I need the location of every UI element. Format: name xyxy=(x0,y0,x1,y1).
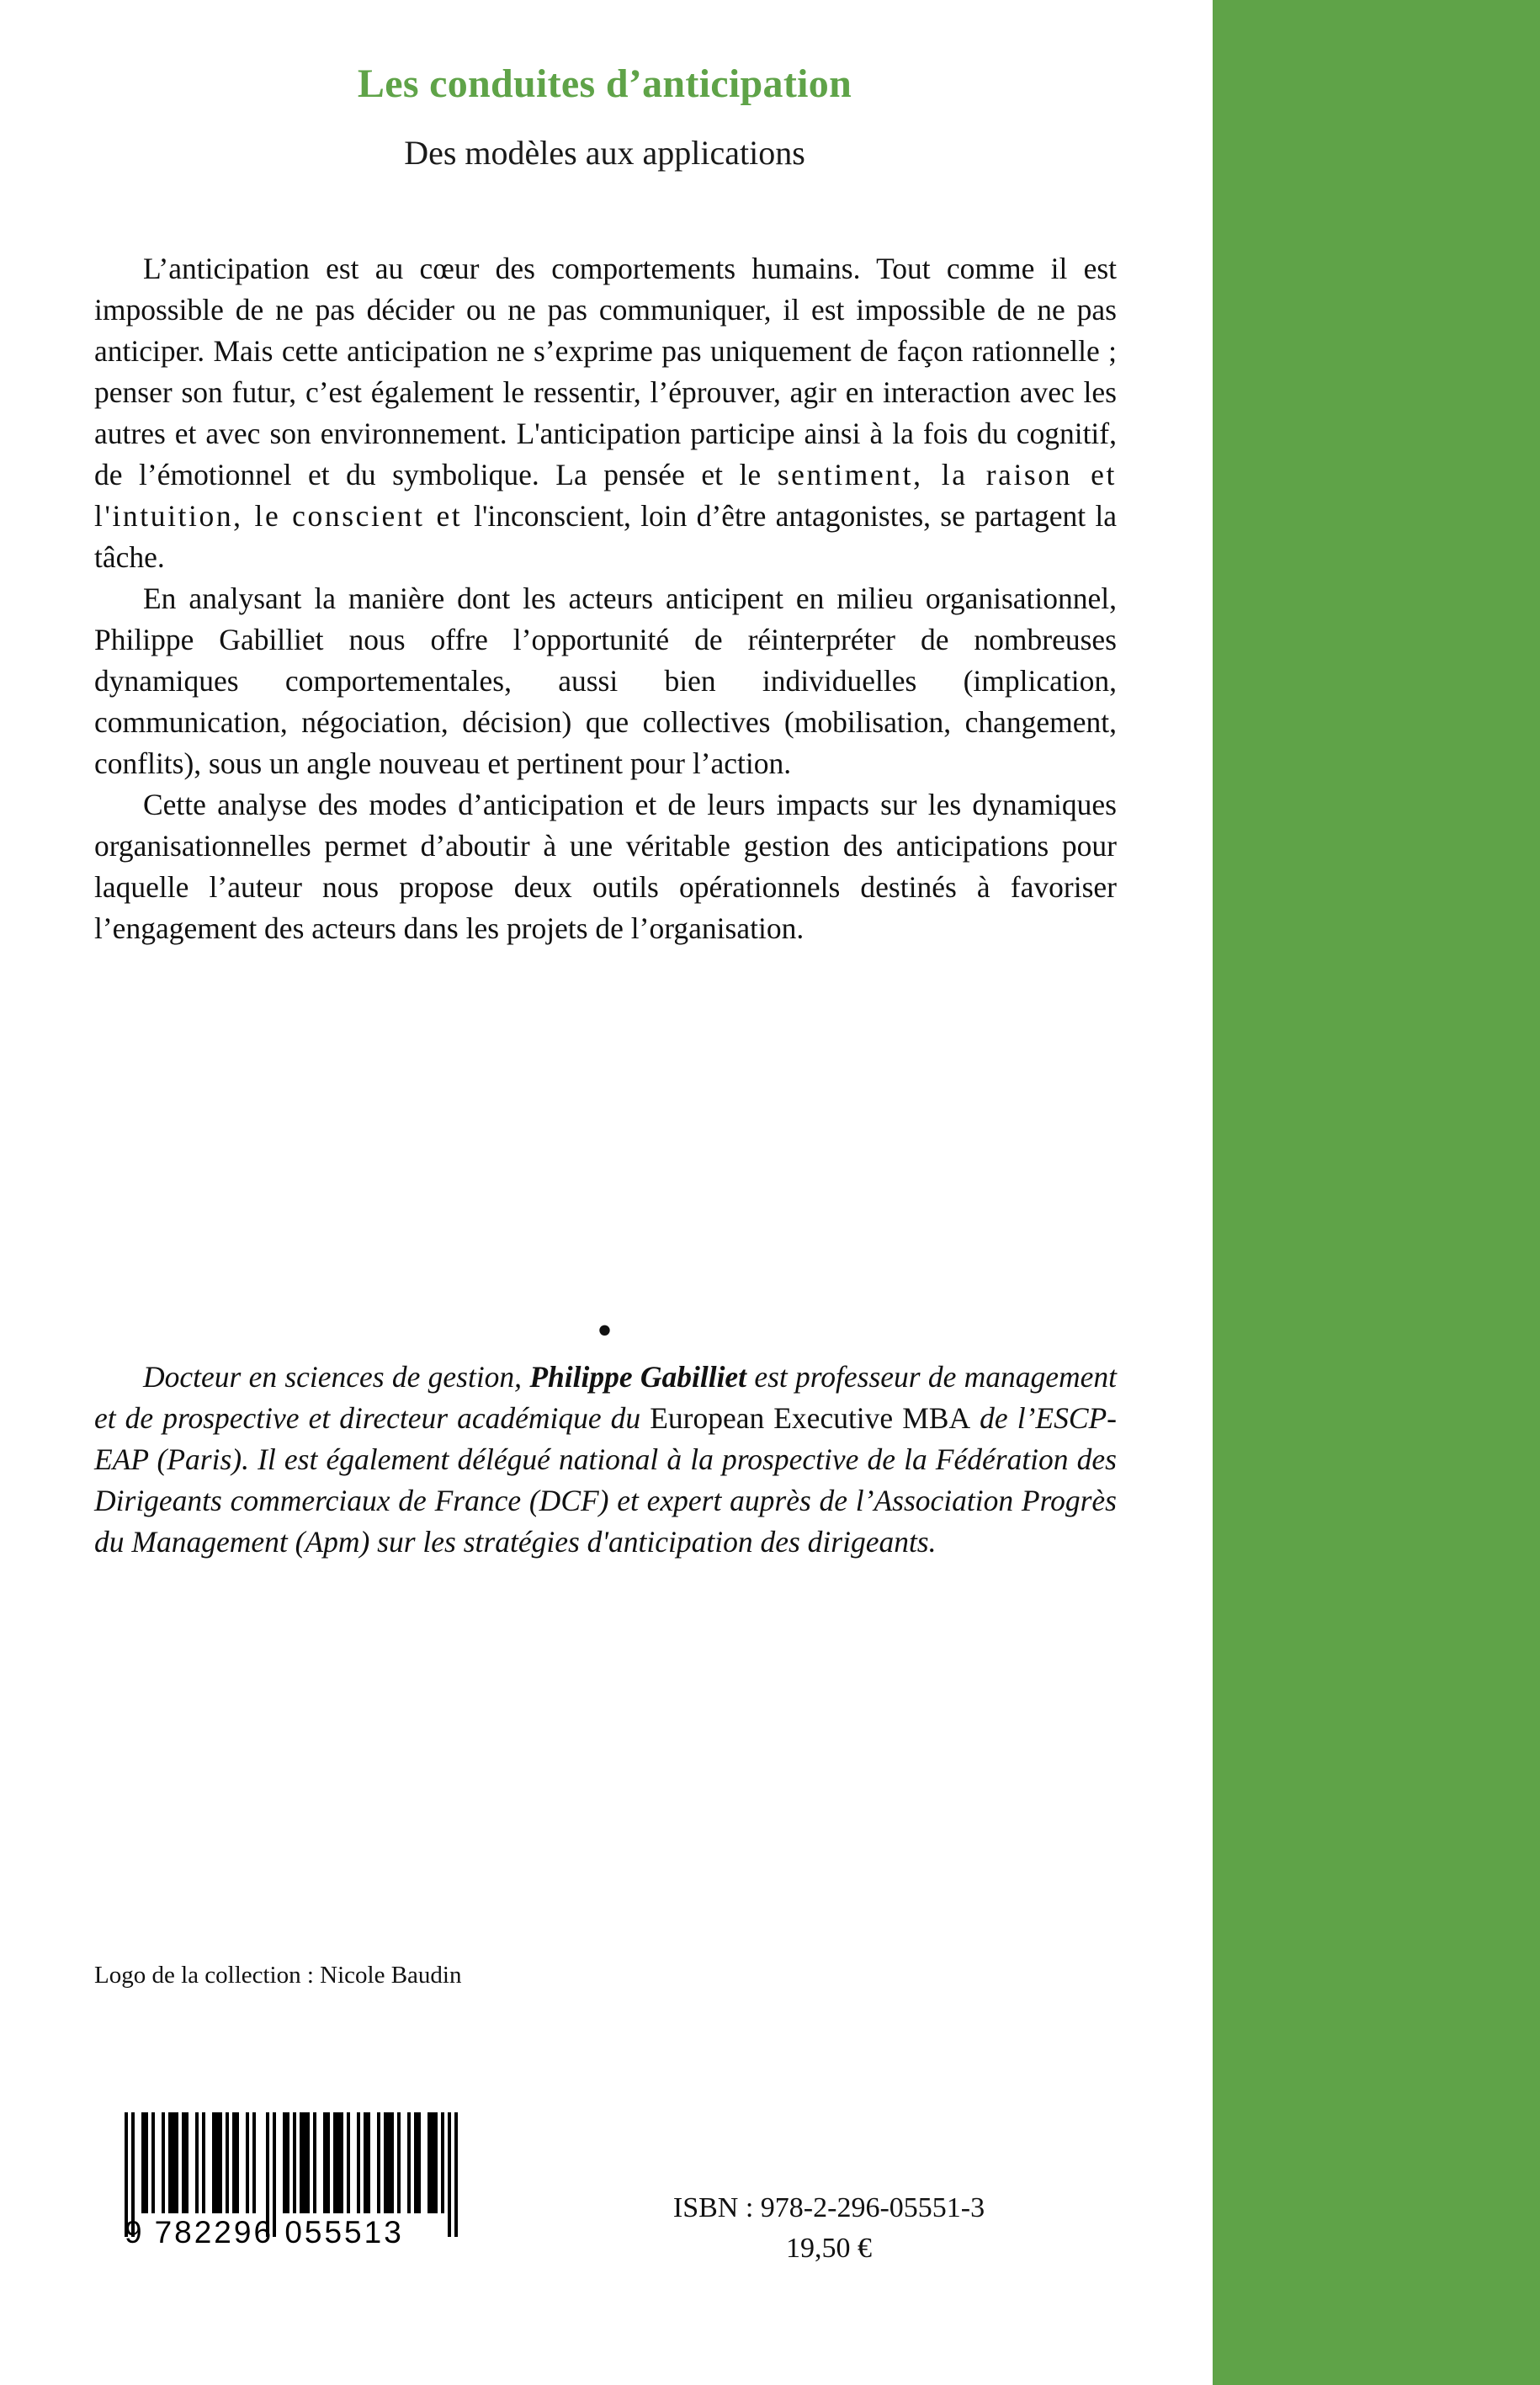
author-name: Philippe Gabilliet xyxy=(529,1360,747,1394)
blurb-p1-part-b: l'inconscient, loin d’être antagonistes, se partagent la tâche. xyxy=(94,499,1117,574)
author-bio-paragraph xyxy=(94,1357,1117,1563)
blurb-paragraph-1 xyxy=(94,248,1117,578)
logo-credit: Logo de la collection : Nicole Baudin xyxy=(94,1962,462,1989)
page-subtitle: Des modèles aux applications xyxy=(404,134,805,172)
blurb-text xyxy=(94,248,1117,949)
isbn-text: ISBN : 978-2-296-05551-3 xyxy=(672,2192,985,2223)
barcode-main-digits: 782296 055513 xyxy=(154,2215,404,2250)
barcode-lead-digit: 9 xyxy=(125,2215,145,2250)
blurb-p1-spaced-line: sentiment, la raison et l'intuition, le conscient et xyxy=(94,458,1118,533)
price-text: 19,50 € xyxy=(786,2233,872,2264)
bio-part-2: est professeur de management et de prospective et directeur académique du xyxy=(94,1360,1117,1435)
band-edge-line xyxy=(1209,0,1213,2385)
bio-program-name: European Executive MBA xyxy=(650,1401,971,1435)
blurb-paragraph-3: Cette analyse des modes d’anticipation et de leurs impacts sur les dynamiques organisationnelles permet d’aboutir à une véritable gestion des anticipations pour laquelle l’auteur nous propose deux outils opérationnels destinés à favoriser l’engagement des acteurs dans les projets de l’organisation. xyxy=(94,788,1117,945)
author-bio xyxy=(94,1357,1117,1563)
separator-bullet: • xyxy=(597,1307,613,1355)
barcode xyxy=(125,2112,503,2281)
collection-band xyxy=(1209,0,1540,2385)
blurb-paragraph-2: En analysant la manière dont les acteurs anticipent en milieu organisationnel, Philippe Gabilliet nous offre l’opportunité de réinterpréter de nombreuses dynamiques comportementales, aussi bien individuelles (implication, communication, négociation, décision) que collectives (mobilisation, changement, conflits), sous un angle nouveau et pertinent pour l’action. xyxy=(94,582,1117,780)
blurb-p1-part-a: L’anticipation est au cœur des comportements humains. Tout comme il est impossible de ne pas décider ou ne pas communiquer, il est impossible de ne pas anticiper. Mais cette anticipation ne s’exprime pas uniquement de façon rationnelle ; penser son futur, c’est également le ressentir, l’éprouver, agir en interaction avec les autres et avec son environnement. L'anticipation participe ainsi à la fois du cognitif, de l’émotionnel et du symbolique. La pensée et le xyxy=(94,252,1117,491)
barcode-digits xyxy=(125,2215,503,2250)
page-title: Les conduites d’anticipation xyxy=(357,61,852,106)
bio-part-1: Docteur en sciences de gestion, xyxy=(143,1360,530,1394)
bio-part-3: de l’ESCP-EAP (Paris). Il est également délégué national à la prospective de la Fédération des Dirigeants commerciaux de France (DCF) et expert auprès de l’Association Progrès du Management (Apm) sur les stratégies d'anticipation des dirigeants. xyxy=(94,1401,1118,1559)
isbn-block xyxy=(539,2188,1119,2269)
